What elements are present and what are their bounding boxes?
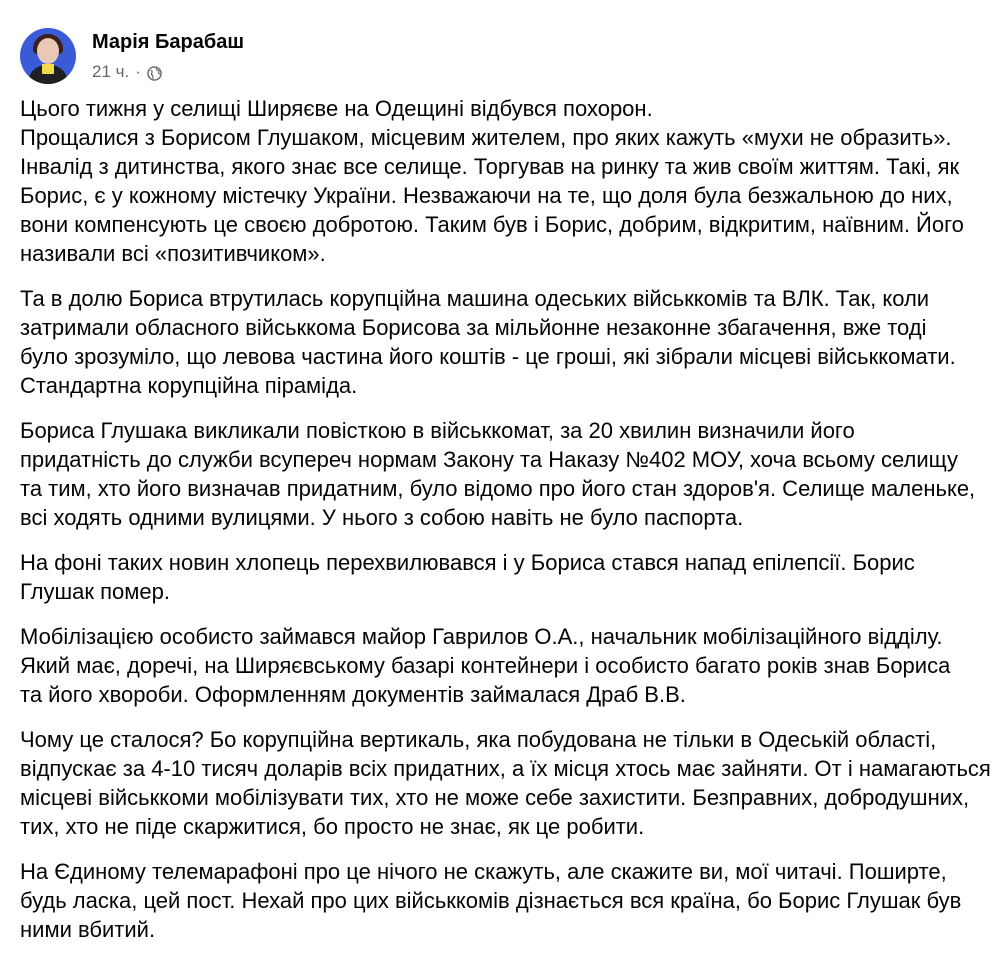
- post-text-line: будь ласка, цей пост. Нехай про цих військкомів дізнається вся країна, бо Борис Глушак був: [20, 888, 962, 913]
- meta-separator: ·: [135, 62, 141, 81]
- post-text-line: вони компенсують це своєю добротою. Таким був і Борис, добрим, відкритим, наївним. Його: [20, 212, 964, 237]
- post-text-line: Борис, є у кожному містечку України. Незважаючи на те, що доля була безжальною до них,: [20, 183, 953, 208]
- post-text-line: Та в долю Бориса втрутилась корупційна машина одеських військкомів та ВЛК. Так, коли: [20, 286, 930, 311]
- post-paragraph: [20, 94, 995, 268]
- post-paragraph: [20, 725, 995, 841]
- post-text-line: називали всі «позитивчиком».: [20, 241, 326, 266]
- post-text-line: Глушак помер.: [20, 579, 170, 604]
- post-body: [20, 94, 995, 960]
- post-paragraph: [20, 416, 995, 532]
- avatar[interactable]: [20, 28, 76, 84]
- post-text-line: На Єдиному телемарафоні про це нічого не скажуть, але скажите ви, мої читачі. Поширте,: [20, 859, 947, 884]
- post-text-line: відпускає за 4-10 тисяч доларів всіх придатних, а їх місця хтось має зайняти. От і намагаються: [20, 756, 991, 781]
- avatar-collar: [42, 64, 54, 74]
- post-text-line: Чому це сталося? Бо корупційна вертикаль, яка побудована не тільки в Одеській області,: [20, 727, 937, 752]
- post-paragraph: [20, 622, 995, 709]
- post-paragraph: [20, 284, 995, 400]
- post-paragraph: [20, 857, 995, 944]
- post-text-line: Бориса Глушака викликали повісткою в військкомат, за 20 хвилин визначили його: [20, 418, 855, 443]
- post-text-line: Стандартна корупційна піраміда.: [20, 373, 358, 398]
- post-text-line: затримали обласного військкома Борисова за мільйонне незаконне збагачення, вже тоді: [20, 315, 927, 340]
- post-text-line: придатність до служби всупереч нормам Закону та Наказу №402 МОУ, хоча всьому селищу: [20, 447, 958, 472]
- post-text-line: місцеві військкоми мобілізувати тих, хто не може себе захистити. Безправних, добродушних,: [20, 785, 970, 810]
- avatar-face: [37, 38, 59, 64]
- post-text-line: всі ходять одними вулицями. У нього з собою навіть не було паспорта.: [20, 505, 744, 530]
- post-text-line: Прощалися з Борисом Глушаком, місцевим жителем, про яких кажуть «мухи не образить».: [20, 125, 952, 150]
- post-text-line: На фоні таких новин хлопець перехвилювався і у Бориса стався напад епілепсії. Борис: [20, 550, 915, 575]
- post-text-line: Який має, доречі, на Ширяєвському базарі контейнери і особисто багато років знав Бориса: [20, 653, 951, 678]
- post-text-line: Інвалід з дитинства, якого знає все селище. Торгував на ринку та жив своїм життям. Такі, як: [20, 154, 960, 179]
- post-text-line: Цього тижня у селищі Ширяєве на Одещині відбувся похорон.: [20, 96, 653, 121]
- post-meta: [92, 61, 244, 83]
- post-text-line: тих, хто не піде скаржитися, бо просто не знає, як це робити.: [20, 814, 645, 839]
- post-text-line: ними вбитий.: [20, 917, 156, 942]
- post-text-line: було зрозуміло, що левова частина його коштів - це гроші, які зібрали місцеві військкомати.: [20, 344, 956, 369]
- author-name[interactable]: Марія Барабаш: [92, 31, 245, 53]
- globe-icon[interactable]: [147, 65, 162, 80]
- post-paragraph: [20, 548, 995, 606]
- header-text: [92, 29, 244, 83]
- post-text-line: та тим, хто його визначав придатним, було відомо про його стан здоров'я. Селище маленьке,: [20, 476, 976, 501]
- post-text-line: Мобілізацією особисто займався майор Гаврилов О.А., начальник мобілізаційного відділу.: [20, 624, 943, 649]
- post-text-line: та його хвороби. Оформленням документів займалася Драб В.В.: [20, 682, 686, 707]
- post-time[interactable]: 21 ч.: [92, 62, 130, 81]
- post-header: [20, 28, 920, 84]
